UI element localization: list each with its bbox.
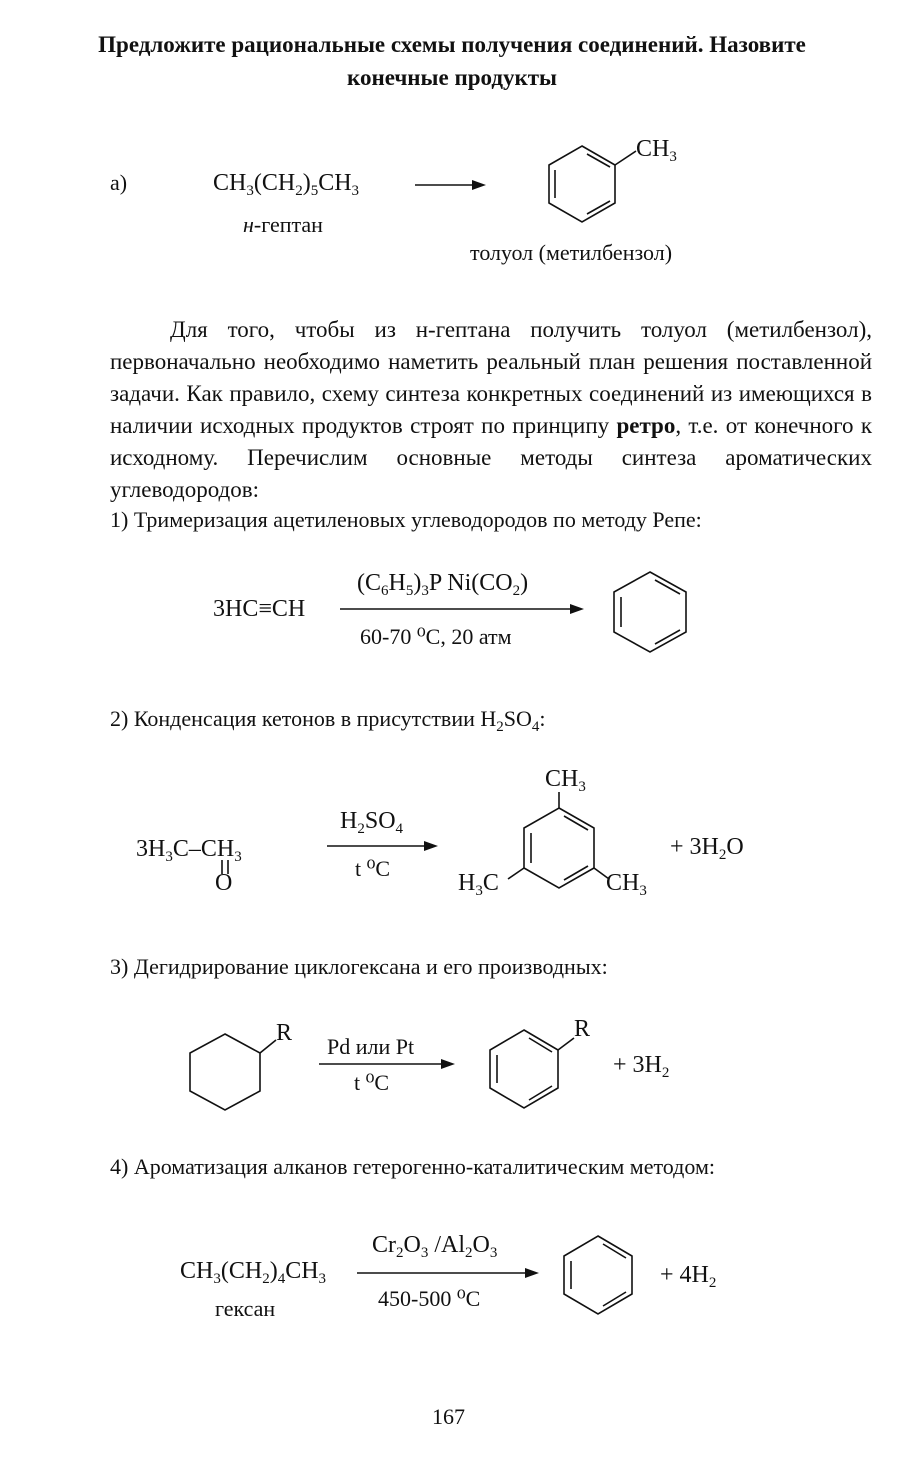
arrow-a-head — [472, 180, 486, 190]
acetone-oxygen: O — [215, 870, 233, 896]
acetone-formula: $3H_3C-CH_3$ — [136, 836, 242, 865]
condensation-catalyst: $H_2SO_4$ — [340, 808, 404, 837]
benzene-ring-4 — [564, 1236, 632, 1314]
dehydrogenation-temp: t ⁰C — [354, 1070, 390, 1095]
page-number: 167 — [432, 1404, 465, 1429]
hydrogen-byproduct-3: + $3H_2$ — [613, 1052, 670, 1081]
reppe-catalyst: $(C_6H_5)_3P$ $Ni(CO_2)$ — [357, 570, 529, 599]
retro-term: ретро — [616, 413, 676, 438]
title-line-1: Предложите рациональные схемы получения соединений. Назовите — [98, 32, 806, 57]
method-2-heading: 2) Конденсация кетонов в присутствии $H_2SO_4$: — [110, 706, 546, 735]
toluene-ring — [549, 146, 615, 222]
part-a-label: а) — [110, 170, 128, 195]
hexane-formula: $CH_3(CH_2)_4CH_3$ — [180, 1258, 327, 1287]
mesitylene-left-methyl-bond — [508, 868, 524, 879]
method-3-heading: 3) Дегидрирование циклогексана и его производных: — [110, 954, 608, 979]
benzene-substituent: R — [574, 1016, 591, 1042]
dehydrogenation-catalyst: Pd или Pt — [327, 1034, 415, 1059]
intro-paragraph: Для того, чтобы из н-гептана получить толуол (метилбензол), первоначально необходимо наметить реальный план решения поставленной задачи. Как правило, схему синтеза конкретных соединений из имеющихся в наличии исходных продуктов строят по принципу ретро, т.е. от конечного к исходному. Перечислим основные методы синтеза ароматических углеводородов: — [110, 317, 872, 502]
water-byproduct: + $3H_2O$ — [670, 834, 744, 863]
acetylene-reactant: 3HC≡CH — [213, 596, 306, 622]
title-line-2: конечные продукты — [347, 65, 557, 90]
benzene-ring-3 — [490, 1030, 558, 1108]
hexane-name: гексан — [215, 1296, 276, 1321]
arrow-4-head — [525, 1268, 539, 1278]
mesitylene-left-methyl: $H_3C$ — [458, 870, 499, 899]
method-4-heading: 4) Ароматизация алканов гетерогенно-каталитическим методом: — [110, 1154, 715, 1179]
heptane-name: н-гептан — [243, 212, 323, 237]
benzene-r-bond — [558, 1038, 574, 1050]
benzene-ring-1 — [614, 572, 686, 652]
reppe-conditions: 60-70 ⁰С, 20 атм — [360, 624, 512, 649]
cyclohexane-substituent: R — [276, 1020, 293, 1046]
cyclohexane-ring — [190, 1034, 260, 1110]
mesitylene-top-methyl: $CH_3$ — [545, 766, 586, 795]
toluene-methyl-bond — [615, 151, 636, 165]
arrow-1-head — [570, 604, 584, 614]
method-1-heading: 1) Тримеризация ацетиленовых углеводородов по методу Репе: — [110, 507, 702, 532]
mesitylene-ring — [524, 808, 594, 888]
toluene-methyl: $CH_3$ — [636, 136, 677, 165]
heptane-formula: $CH_3(CH_2)_5CH_3$ — [213, 170, 360, 199]
condensation-temp: t ⁰C — [355, 856, 391, 881]
toluene-name: толуол (метилбензол) — [470, 240, 673, 265]
cyclohexane-r-bond — [260, 1040, 276, 1053]
arrow-3-head — [441, 1059, 455, 1069]
mesitylene-right-methyl: $CH_3$ — [606, 870, 647, 899]
hydrogen-byproduct-4: + $4H_2$ — [660, 1262, 717, 1291]
arrow-2-head — [424, 841, 438, 851]
aromatization-temp: 450-500 ⁰С — [378, 1286, 481, 1311]
aromatization-catalyst: $Cr_2O_3$ $/Al_2O_3$ — [372, 1232, 498, 1261]
